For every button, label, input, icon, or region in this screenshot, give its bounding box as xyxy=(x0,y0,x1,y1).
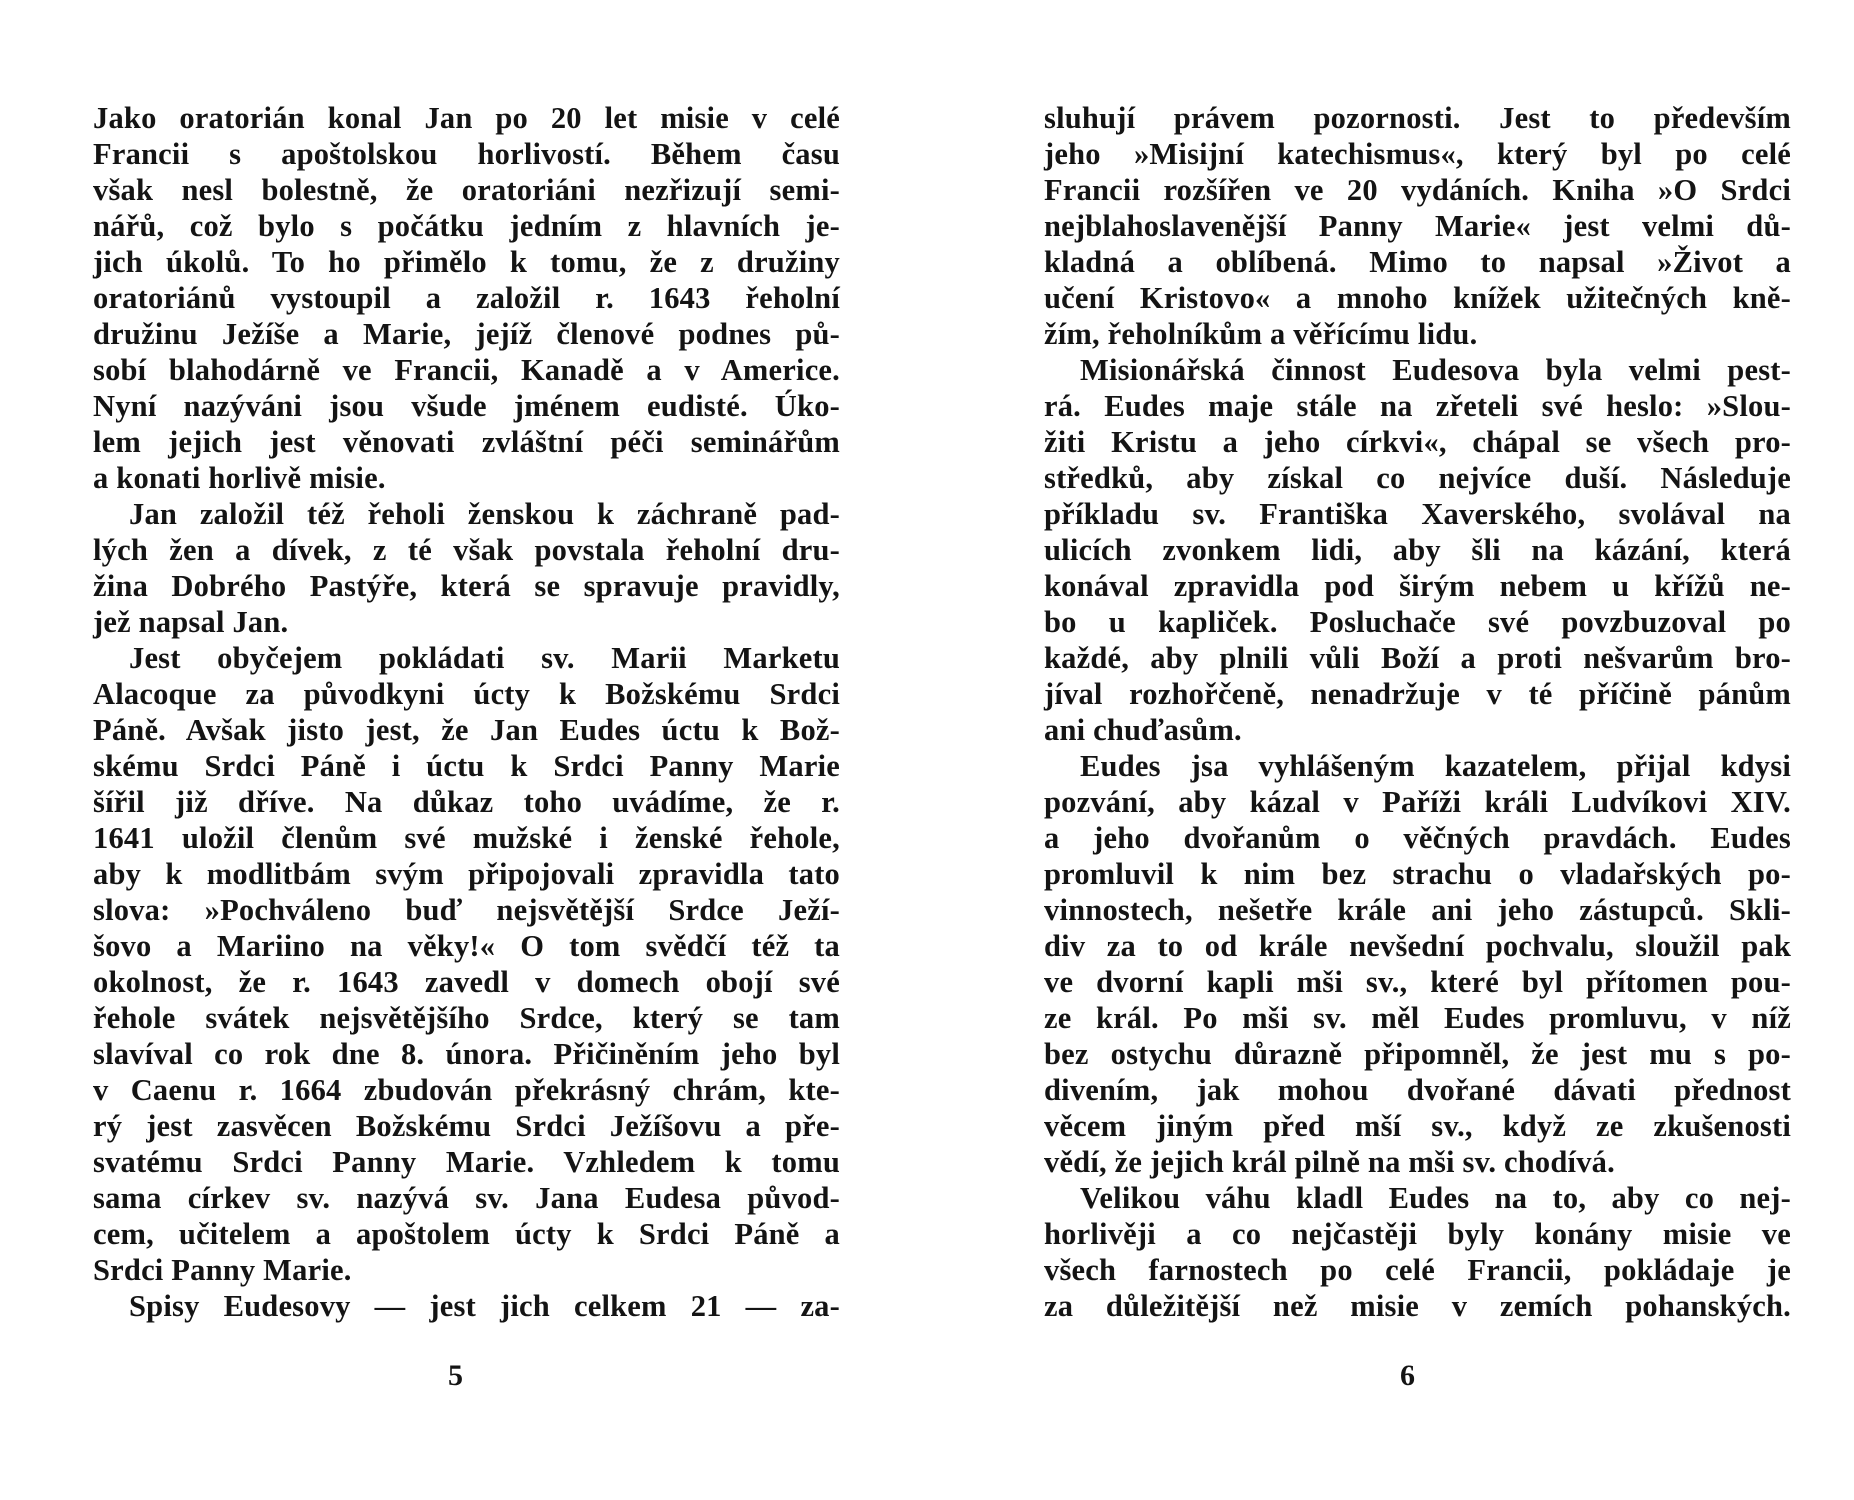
text-line: okolnost, že r. 1643 zavedl v domech obojí své xyxy=(93,965,840,999)
text-line: 1641 uložil členům své mužské i ženské řehole, xyxy=(93,821,840,855)
text-line: rá. Eudes maje stále na zřeteli své heslo: »Slou- xyxy=(1044,389,1791,423)
text-line: šovo a Mariino na věky!« O tom svědčí též ta xyxy=(93,929,840,963)
text-line: jíval rozhořčeně, nenadržuje v té příčině pánům xyxy=(1044,677,1791,711)
text-line: svatému Srdci Panny Marie. Vzhledem k tomu xyxy=(93,1145,840,1179)
text-line: slova: »Pochváleno buď nejsvětější Srdce Ježí- xyxy=(93,893,840,927)
text-line: jich úkolů. To ho přimělo k tomu, že z družiny xyxy=(93,245,840,279)
text-line: věcem jiným před mší sv., když ze zkušenosti xyxy=(1044,1109,1791,1143)
text-line: za důležitější než misie v zemích pohanských. xyxy=(1044,1289,1791,1323)
text-line: bez ostychu důrazně připomněl, že jest mu s po- xyxy=(1044,1037,1791,1071)
text-line: rý jest zasvěcen Božskému Srdci Ježíšovu a pře- xyxy=(93,1109,840,1143)
text-line: Srdci Panny Marie. xyxy=(93,1253,352,1287)
text-line: Nyní nazýváni jsou všude jménem eudisté. Úko- xyxy=(93,389,840,423)
text-line: skému Srdci Páně i úctu k Srdci Panny Marie xyxy=(93,749,840,783)
text-line: řehole svátek nejsvětějšího Srdce, který se tam xyxy=(93,1001,840,1035)
text-line: div za to od krále nevšední pochvalu, sloužil pak xyxy=(1044,929,1791,963)
text-line: nejblahoslavenější Panny Marie« jest velmi dů- xyxy=(1044,209,1791,243)
text-line: žiti Kristu a jeho církvi«, chápal se všech pro- xyxy=(1044,425,1791,459)
page-number-left: 5 xyxy=(448,1359,463,1392)
text-line: středků, aby získal co nejvíce duší. Následuje xyxy=(1044,461,1791,495)
text-line: družinu Ježíše a Marie, jejíž členové podnes pů- xyxy=(93,317,840,351)
text-line: oratoriánů vystoupil a založil r. 1643 řeholní xyxy=(93,281,840,315)
text-line: horlivěji a co nejčastěji byly konány misie ve xyxy=(1044,1217,1791,1251)
text-line: šířil již dříve. Na důkaz toho uvádíme, že r. xyxy=(93,785,840,819)
text-line: a konati horlivě misie. xyxy=(93,461,386,495)
text-line: žím, řeholníkům a věřícímu lidu. xyxy=(1044,317,1478,351)
text-line: v Caenu r. 1664 zbudován překrásný chrám, kte- xyxy=(93,1073,840,1107)
text-line: cem, učitelem a apoštolem úcty k Srdci Páně a xyxy=(93,1217,840,1251)
text-line: ani chuďasům. xyxy=(1044,713,1242,747)
text-line: nářů, což bylo s počátku jedním z hlavních je- xyxy=(93,209,840,243)
text-line: pozvání, aby kázal v Paříži králi Ludvíkovi XIV. xyxy=(1044,785,1791,819)
text-line: Misionářská činnost Eudesova byla velmi pest- xyxy=(1080,353,1791,387)
page-number-right: 6 xyxy=(1400,1359,1415,1392)
text-line: Francii s apoštolskou horlivostí. Během času xyxy=(93,137,840,171)
text-line: ulicích zvonkem lidi, aby šli na kázání, která xyxy=(1044,533,1791,567)
text-line: Spisy Eudesovy — jest jich celkem 21 — za- xyxy=(129,1289,840,1323)
text-line: promluvil k nim bez strachu o vladařských po- xyxy=(1044,857,1791,891)
text-line: a jeho dvořanům o věčných pravdách. Eudes xyxy=(1044,821,1791,855)
text-line: učení Kristovo« a mnoho knížek užitečných kně- xyxy=(1044,281,1791,315)
text-line: lých žen a dívek, z té však povstala řeholní dru- xyxy=(93,533,840,567)
text-line: konával zpravidla pod širým nebem u křížů ne- xyxy=(1044,569,1791,603)
text-line: vinnostech, nešetře krále ani jeho zástupců. Skli- xyxy=(1044,893,1791,927)
text-line: Velikou váhu kladl Eudes na to, aby co nej- xyxy=(1080,1181,1791,1215)
text-line: jež napsal Jan. xyxy=(93,605,289,639)
text-line: jeho »Misijní katechismus«, který byl po celé xyxy=(1044,137,1791,171)
text-line: aby k modlitbám svým připojovali zpravidla tato xyxy=(93,857,840,891)
text-line: bo u kapliček. Posluchače své povzbuzoval po xyxy=(1044,605,1791,639)
text-line: lem jejich jest věnovati zvláštní péči seminářům xyxy=(93,425,840,459)
text-line: ve dvorní kapli mši sv., které byl přítomen pou- xyxy=(1044,965,1791,999)
text-line: však nesl bolestně, že oratoriáni nezřizují semi- xyxy=(93,173,840,207)
text-line: Alacoque za původkyni úcty k Božskému Srdci xyxy=(93,677,840,711)
text-line: všech farnostech po celé Francii, pokládaje je xyxy=(1044,1253,1791,1287)
text-line: každé, aby plnili vůli Boží a proti nešvarům bro- xyxy=(1044,641,1791,675)
text-line: sobí blahodárně ve Francii, Kanadě a v Americe. xyxy=(93,353,840,387)
text-line: příkladu sv. Františka Xaverského, svolával na xyxy=(1044,497,1791,531)
text-line: Páně. Avšak jisto jest, že Jan Eudes úctu k Bož- xyxy=(93,713,840,747)
text-line: Francii rozšířen ve 20 vydáních. Kniha »O Srdci xyxy=(1044,173,1791,207)
text-line: sama církev sv. nazývá sv. Jana Eudesa původ- xyxy=(93,1181,840,1215)
text-line: ze král. Po mši sv. měl Eudes promluvu, v níž xyxy=(1044,1001,1791,1035)
text-line: sluhují právem pozornosti. Jest to především xyxy=(1044,101,1791,135)
text-line: slavíval co rok dne 8. února. Přičiněním jeho byl xyxy=(93,1037,840,1071)
text-line: kladná a oblíbená. Mimo to napsal »Život a xyxy=(1044,245,1791,279)
text-line: vědí, že jejich král pilně na mši sv. chodívá. xyxy=(1044,1145,1615,1179)
text-line: Jest obyčejem pokládati sv. Marii Marketu xyxy=(129,641,840,675)
text-line: Jan založil též řeholi ženskou k záchraně pad- xyxy=(129,497,840,531)
text-line: Jako oratorián konal Jan po 20 let misie v celé xyxy=(93,101,840,135)
text-line: divením, jak mohou dvořané dávati přednost xyxy=(1044,1073,1791,1107)
text-line: žina Dobrého Pastýře, která se spravuje pravidly, xyxy=(93,569,840,603)
text-line: Eudes jsa vyhlášeným kazatelem, přijal kdysi xyxy=(1080,749,1791,783)
